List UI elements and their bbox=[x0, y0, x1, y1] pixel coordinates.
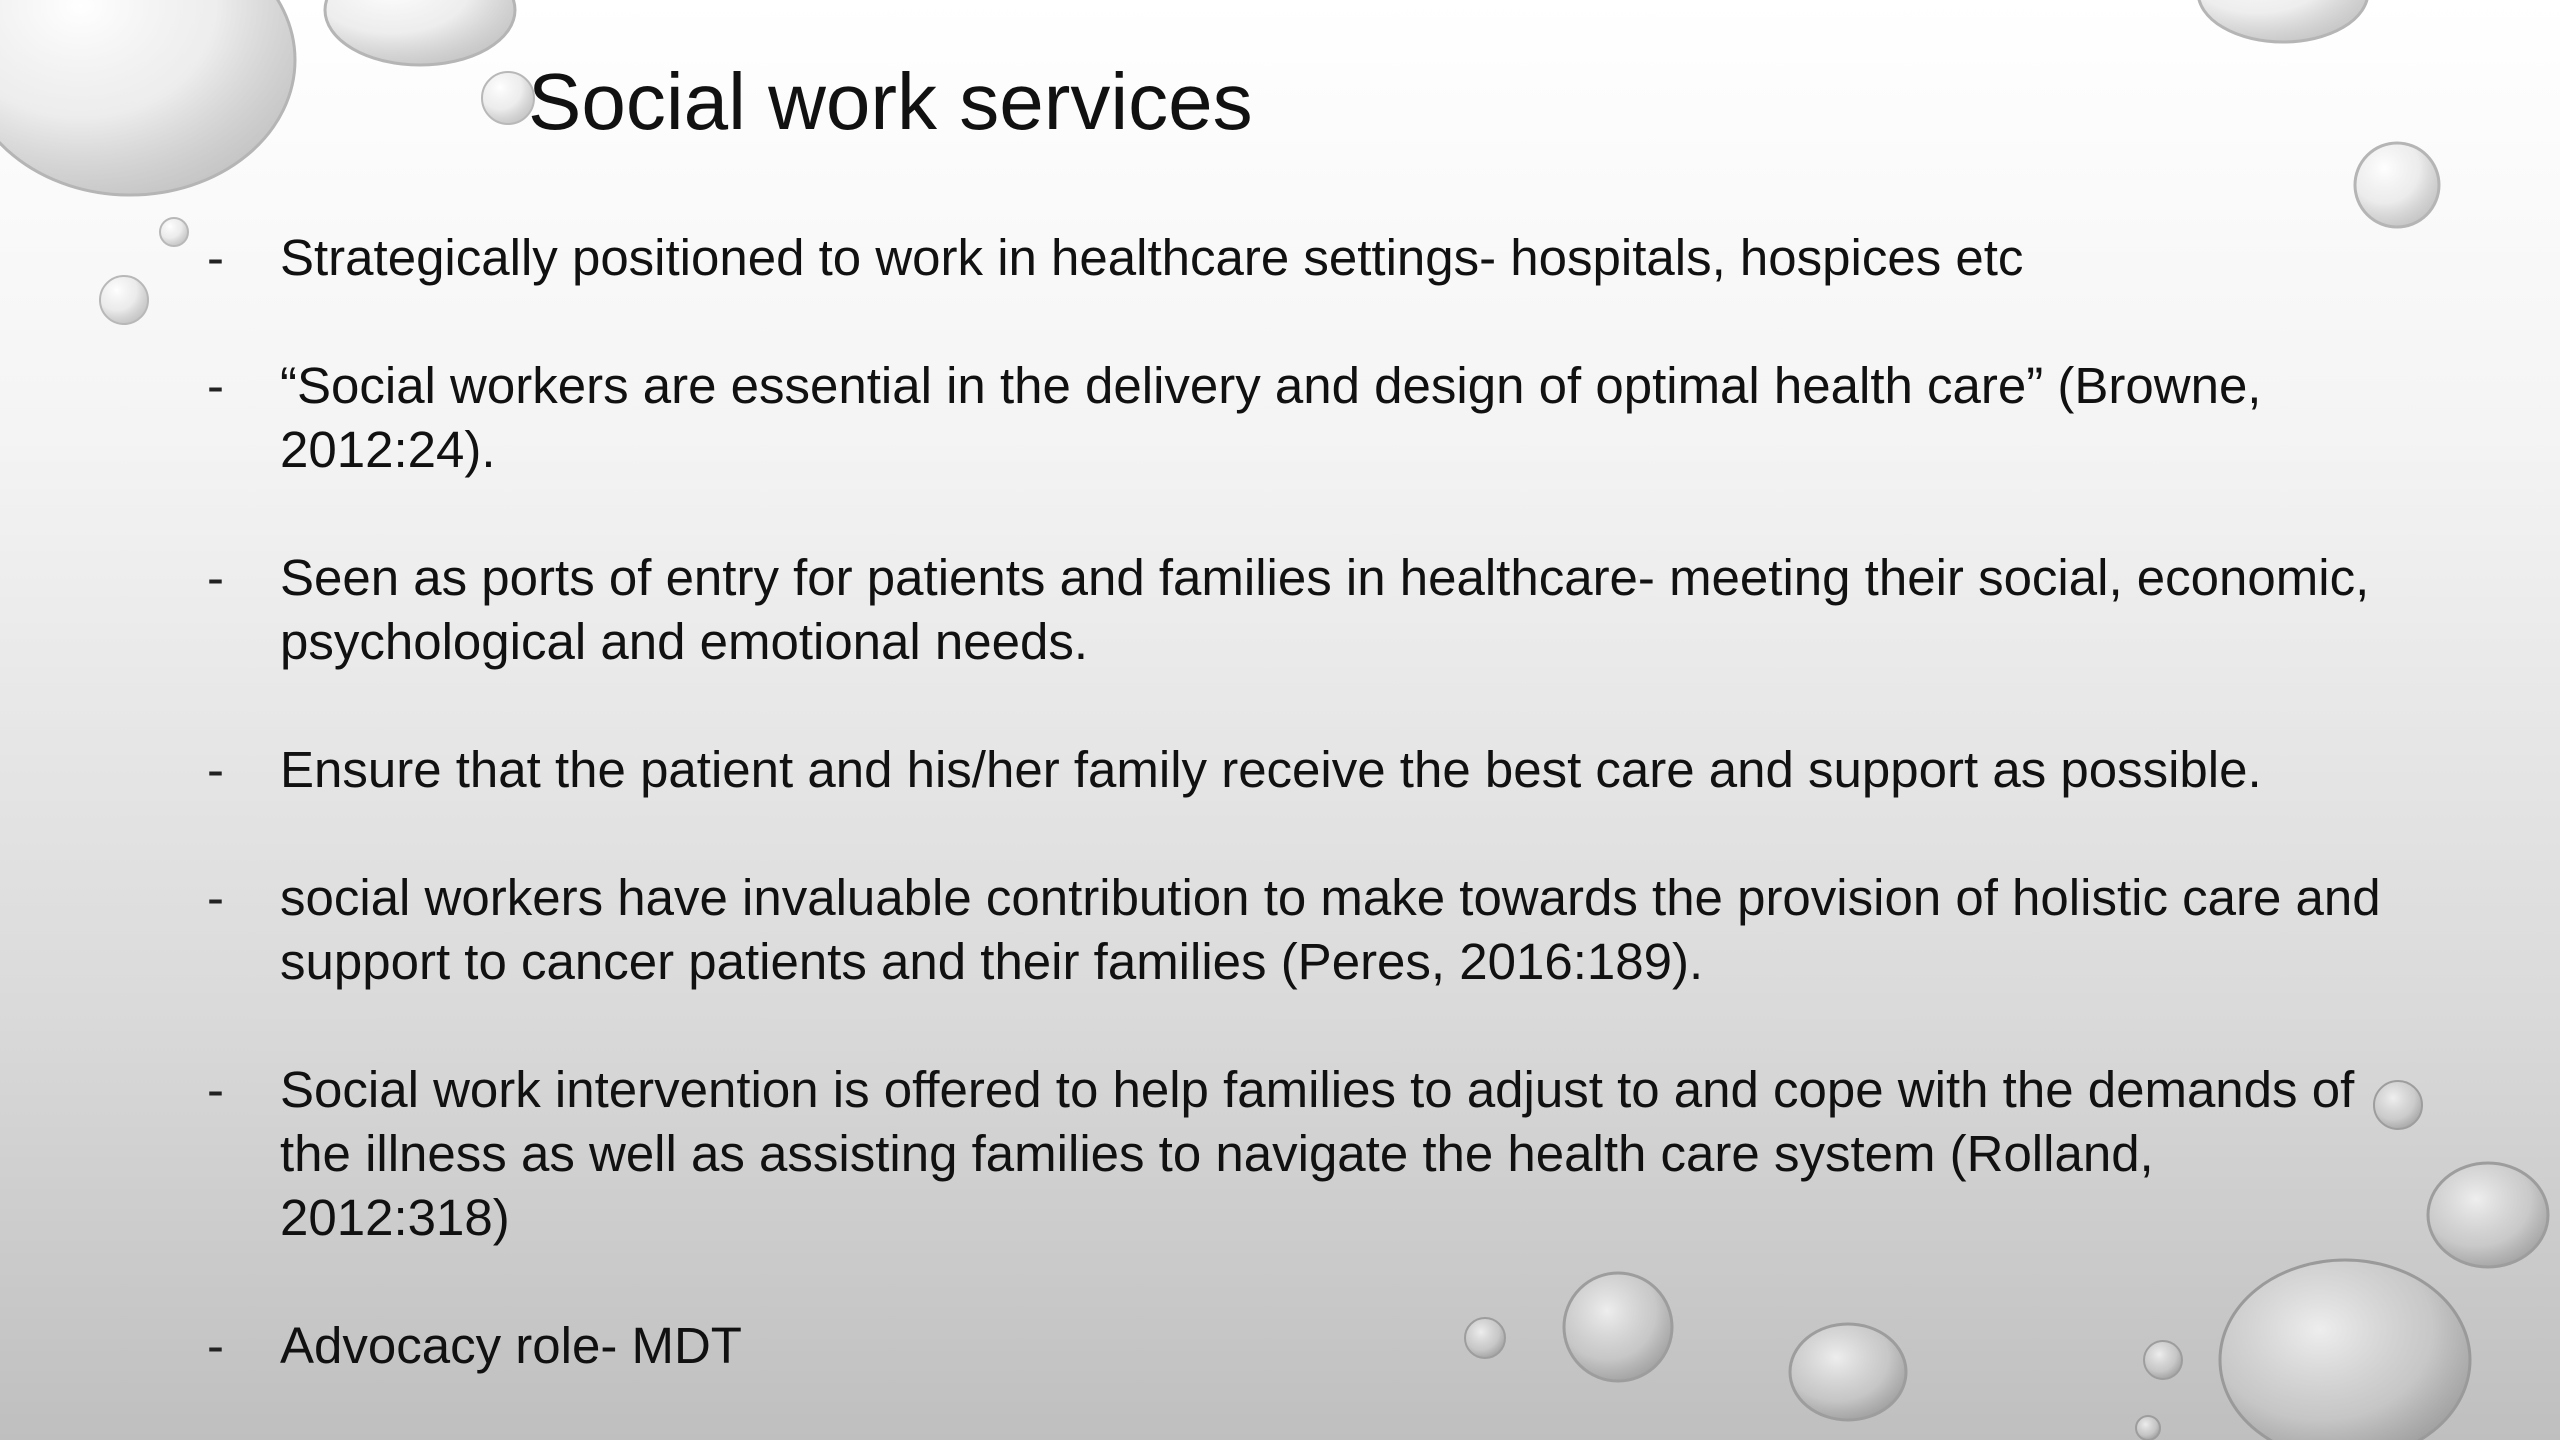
droplet bbox=[100, 276, 148, 324]
bullet-text: social workers have invaluable contribution to make towards the provision of holistic care and support to cancer patients and their families (Peres, 2016:189). bbox=[280, 869, 2381, 990]
droplet bbox=[160, 218, 188, 246]
slide-title: Social work services bbox=[528, 57, 1253, 146]
bullet-text: Ensure that the patient and his/her family receive the best care and support as possible. bbox=[280, 741, 2262, 798]
bullet-dash: - bbox=[207, 549, 224, 606]
bullet-dash: - bbox=[207, 1317, 224, 1374]
droplet bbox=[2428, 1163, 2548, 1267]
bullet-dash: - bbox=[207, 1061, 224, 1118]
bullet-text: “Social workers are essential in the delivery and design of optimal health care” (Browne, 2012:24). bbox=[280, 357, 2262, 478]
droplet bbox=[0, 0, 295, 195]
bullet-dash: - bbox=[207, 229, 224, 286]
bullet-dash: - bbox=[207, 357, 224, 414]
droplet bbox=[2198, 0, 2368, 42]
droplet bbox=[2136, 1416, 2160, 1440]
bullet-text: Advocacy role- MDT bbox=[280, 1317, 742, 1374]
droplet bbox=[325, 0, 515, 65]
droplet bbox=[2355, 143, 2439, 227]
bullet-dash: - bbox=[207, 741, 224, 798]
bullet-text: Social work intervention is offered to help families to adjust to and cope with the demands of the illness as well as assisting families to navigate the health care system (Rolland, 2012:318) bbox=[280, 1061, 2355, 1246]
bullet-dash: - bbox=[207, 869, 224, 926]
droplet bbox=[482, 72, 534, 124]
bullet-text: Strategically positioned to work in healthcare settings- hospitals, hospices etc bbox=[280, 229, 2024, 286]
bullet-text: Seen as ports of entry for patients and families in healthcare- meeting their social, economic, psychological and emotional needs. bbox=[280, 549, 2370, 670]
